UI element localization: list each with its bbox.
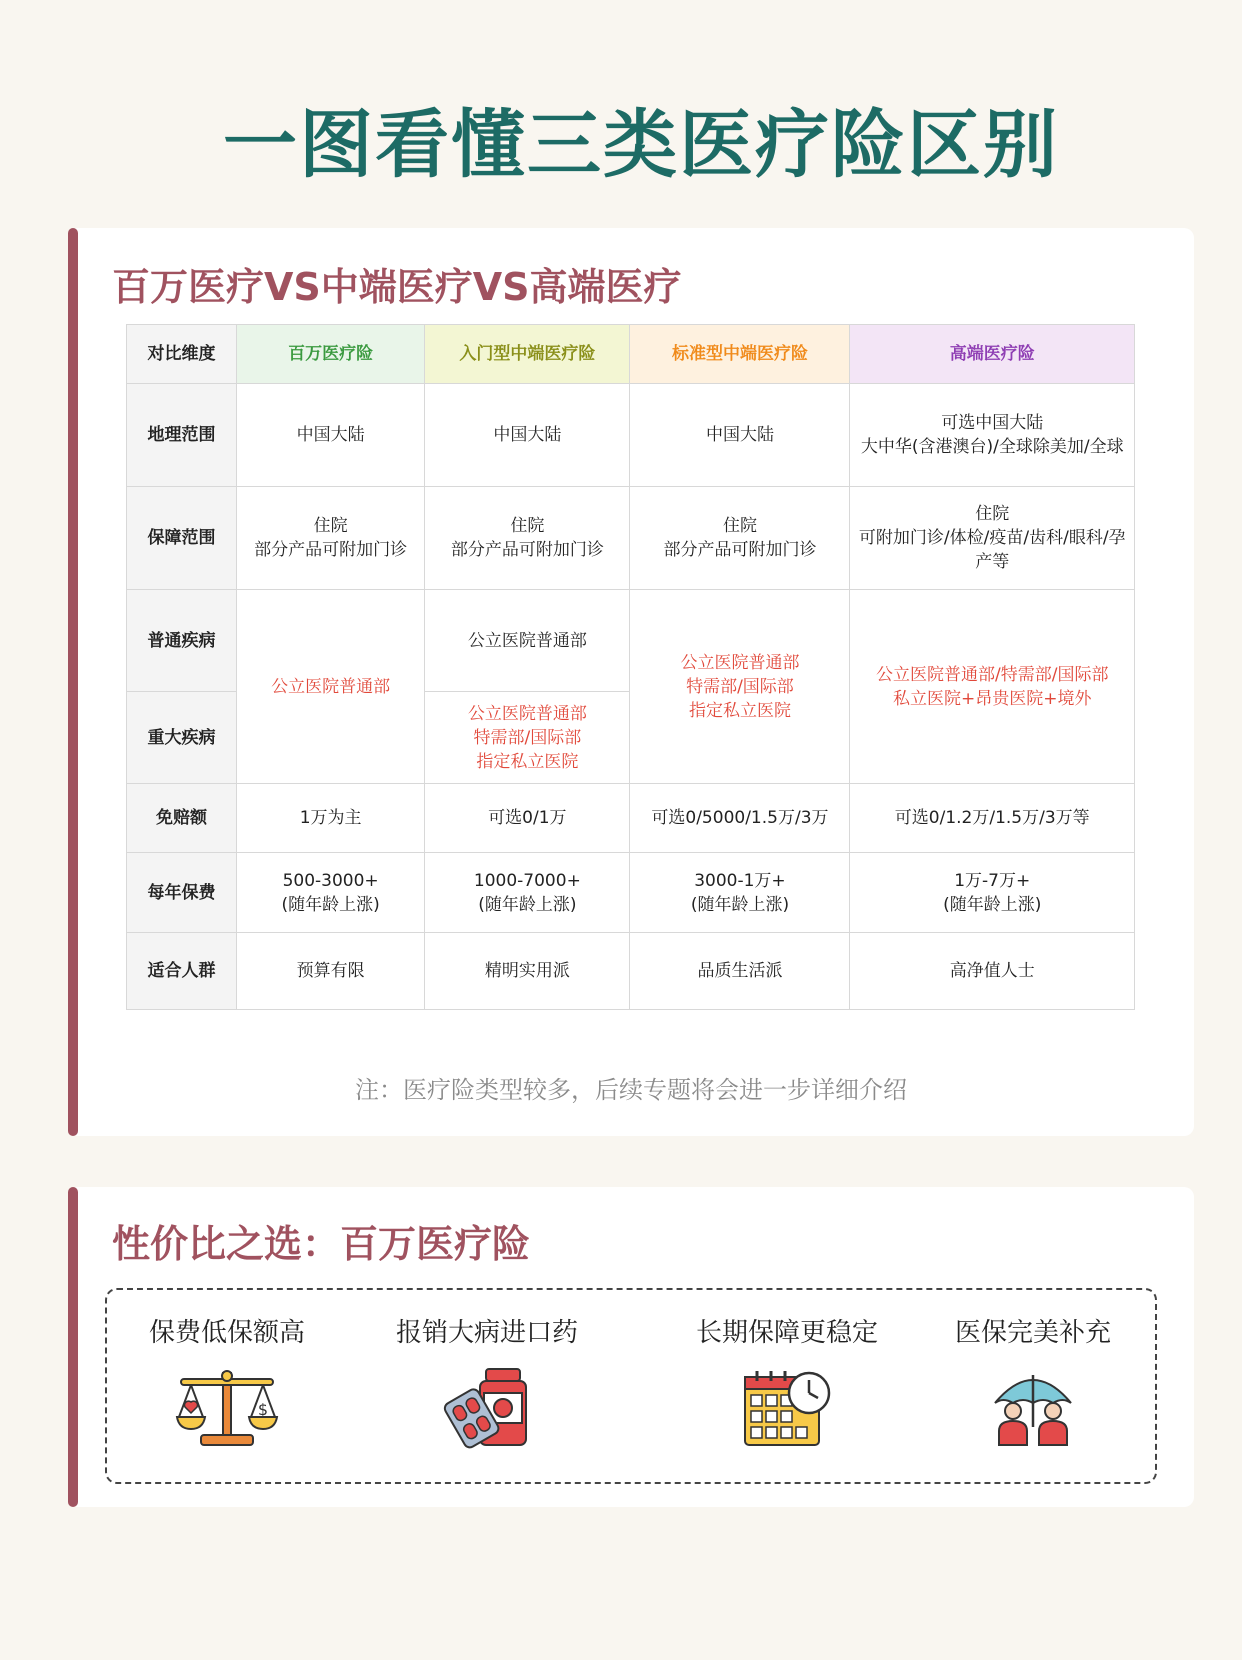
table-cell: 中国大陆 [630, 384, 850, 487]
table-cell: 高净值人士 [850, 933, 1135, 1010]
header-standard-midrange: 标准型中端医疗险 [630, 325, 850, 384]
table-cell: 公立医院普通部 [425, 590, 630, 692]
scale-icon [175, 1367, 279, 1453]
table-cell: 3000-1万+ (随年龄上涨) [630, 853, 850, 933]
page-title: 一图看懂三类医疗险区别 [223, 102, 1059, 188]
table-cell: 可选0/1万 [425, 784, 630, 853]
table-row [127, 590, 1135, 692]
medicine-icon [442, 1367, 532, 1453]
table-cell: 中国大陆 [237, 384, 425, 487]
table-cell: 公立医院普通部 特需部/国际部 指定私立医院 [630, 590, 850, 784]
header-million-medical: 百万医疗险 [237, 325, 425, 384]
table-cell: 公立医院普通部 特需部/国际部 指定私立医院 [425, 692, 630, 784]
table-row [127, 853, 1135, 933]
section-title: 性价比之选：百万医疗险 [112, 1222, 531, 1266]
table-row [127, 384, 1135, 487]
row-label: 重大疾病 [127, 692, 237, 784]
calendar-clock-icon [741, 1367, 833, 1453]
svg-text:$: $ [257, 1400, 269, 1419]
umbrella-family-icon [991, 1367, 1075, 1453]
footnote: 注：医疗险类型较多，后续专题将会进一步详细介绍 [355, 1076, 907, 1104]
table-cell: 1000-7000+ (随年龄上涨) [425, 853, 630, 933]
feature-label: 报销大病进口药 [395, 1318, 578, 1348]
feature-item [667, 1312, 907, 1453]
table-cell: 住院 部分产品可附加门诊 [237, 487, 425, 590]
table-cell: 精明实用派 [425, 933, 630, 1010]
table-cell: 中国大陆 [425, 384, 630, 487]
table-cell: 500-3000+ (随年龄上涨) [237, 853, 425, 933]
table-header-row [127, 325, 1135, 384]
feature-label: 医保完美补充 [954, 1318, 1111, 1348]
feature-item [107, 1312, 347, 1453]
accent-bar [68, 1187, 78, 1507]
table-cell: 预算有限 [237, 933, 425, 1010]
row-label: 适合人群 [127, 933, 237, 1010]
table-cell: 1万-7万+ (随年龄上涨) [850, 853, 1135, 933]
table-cell: 住院 部分产品可附加门诊 [425, 487, 630, 590]
table-cell: 可选0/1.2万/1.5万/3万等 [850, 784, 1135, 853]
row-label: 地理范围 [127, 384, 237, 487]
table-row [127, 933, 1135, 1010]
table-row [127, 487, 1135, 590]
section-title: 百万医疗VS中端医疗VS高端医疗 [112, 265, 682, 309]
header-high-end: 高端医疗险 [850, 325, 1135, 384]
feature-label: 保费低保额高 [148, 1318, 305, 1348]
comparison-card [68, 228, 1194, 1136]
features-card [68, 1187, 1194, 1507]
feature-item [913, 1312, 1153, 1453]
table-cell: 住院 可附加门诊/体检/疫苗/齿科/眼科/孕产等 [850, 487, 1135, 590]
table-cell: 可选中国大陆 大中华(含港澳台)/全球除美加/全球 [850, 384, 1135, 487]
table-cell: 品质生活派 [630, 933, 850, 1010]
row-label: 每年保费 [127, 853, 237, 933]
table-cell: 住院 部分产品可附加门诊 [630, 487, 850, 590]
table-cell: 可选0/5000/1.5万/3万 [630, 784, 850, 853]
comparison-table [126, 324, 1135, 1010]
table-cell: 1万为主 [237, 784, 425, 853]
features-box [105, 1288, 1157, 1484]
table-cell: 公立医院普通部 [237, 590, 425, 784]
table-row [127, 784, 1135, 853]
row-label: 普通疾病 [127, 590, 237, 692]
feature-label: 长期保障更稳定 [695, 1318, 878, 1348]
feature-item [367, 1312, 607, 1453]
row-label: 免赔额 [127, 784, 237, 853]
accent-bar [68, 228, 78, 1136]
header-entry-midrange: 入门型中端医疗险 [425, 325, 630, 384]
header-dimension: 对比维度 [127, 325, 237, 384]
table-cell: 公立医院普通部/特需部/国际部 私立医院+昂贵医院+境外 [850, 590, 1135, 784]
row-label: 保障范围 [127, 487, 237, 590]
